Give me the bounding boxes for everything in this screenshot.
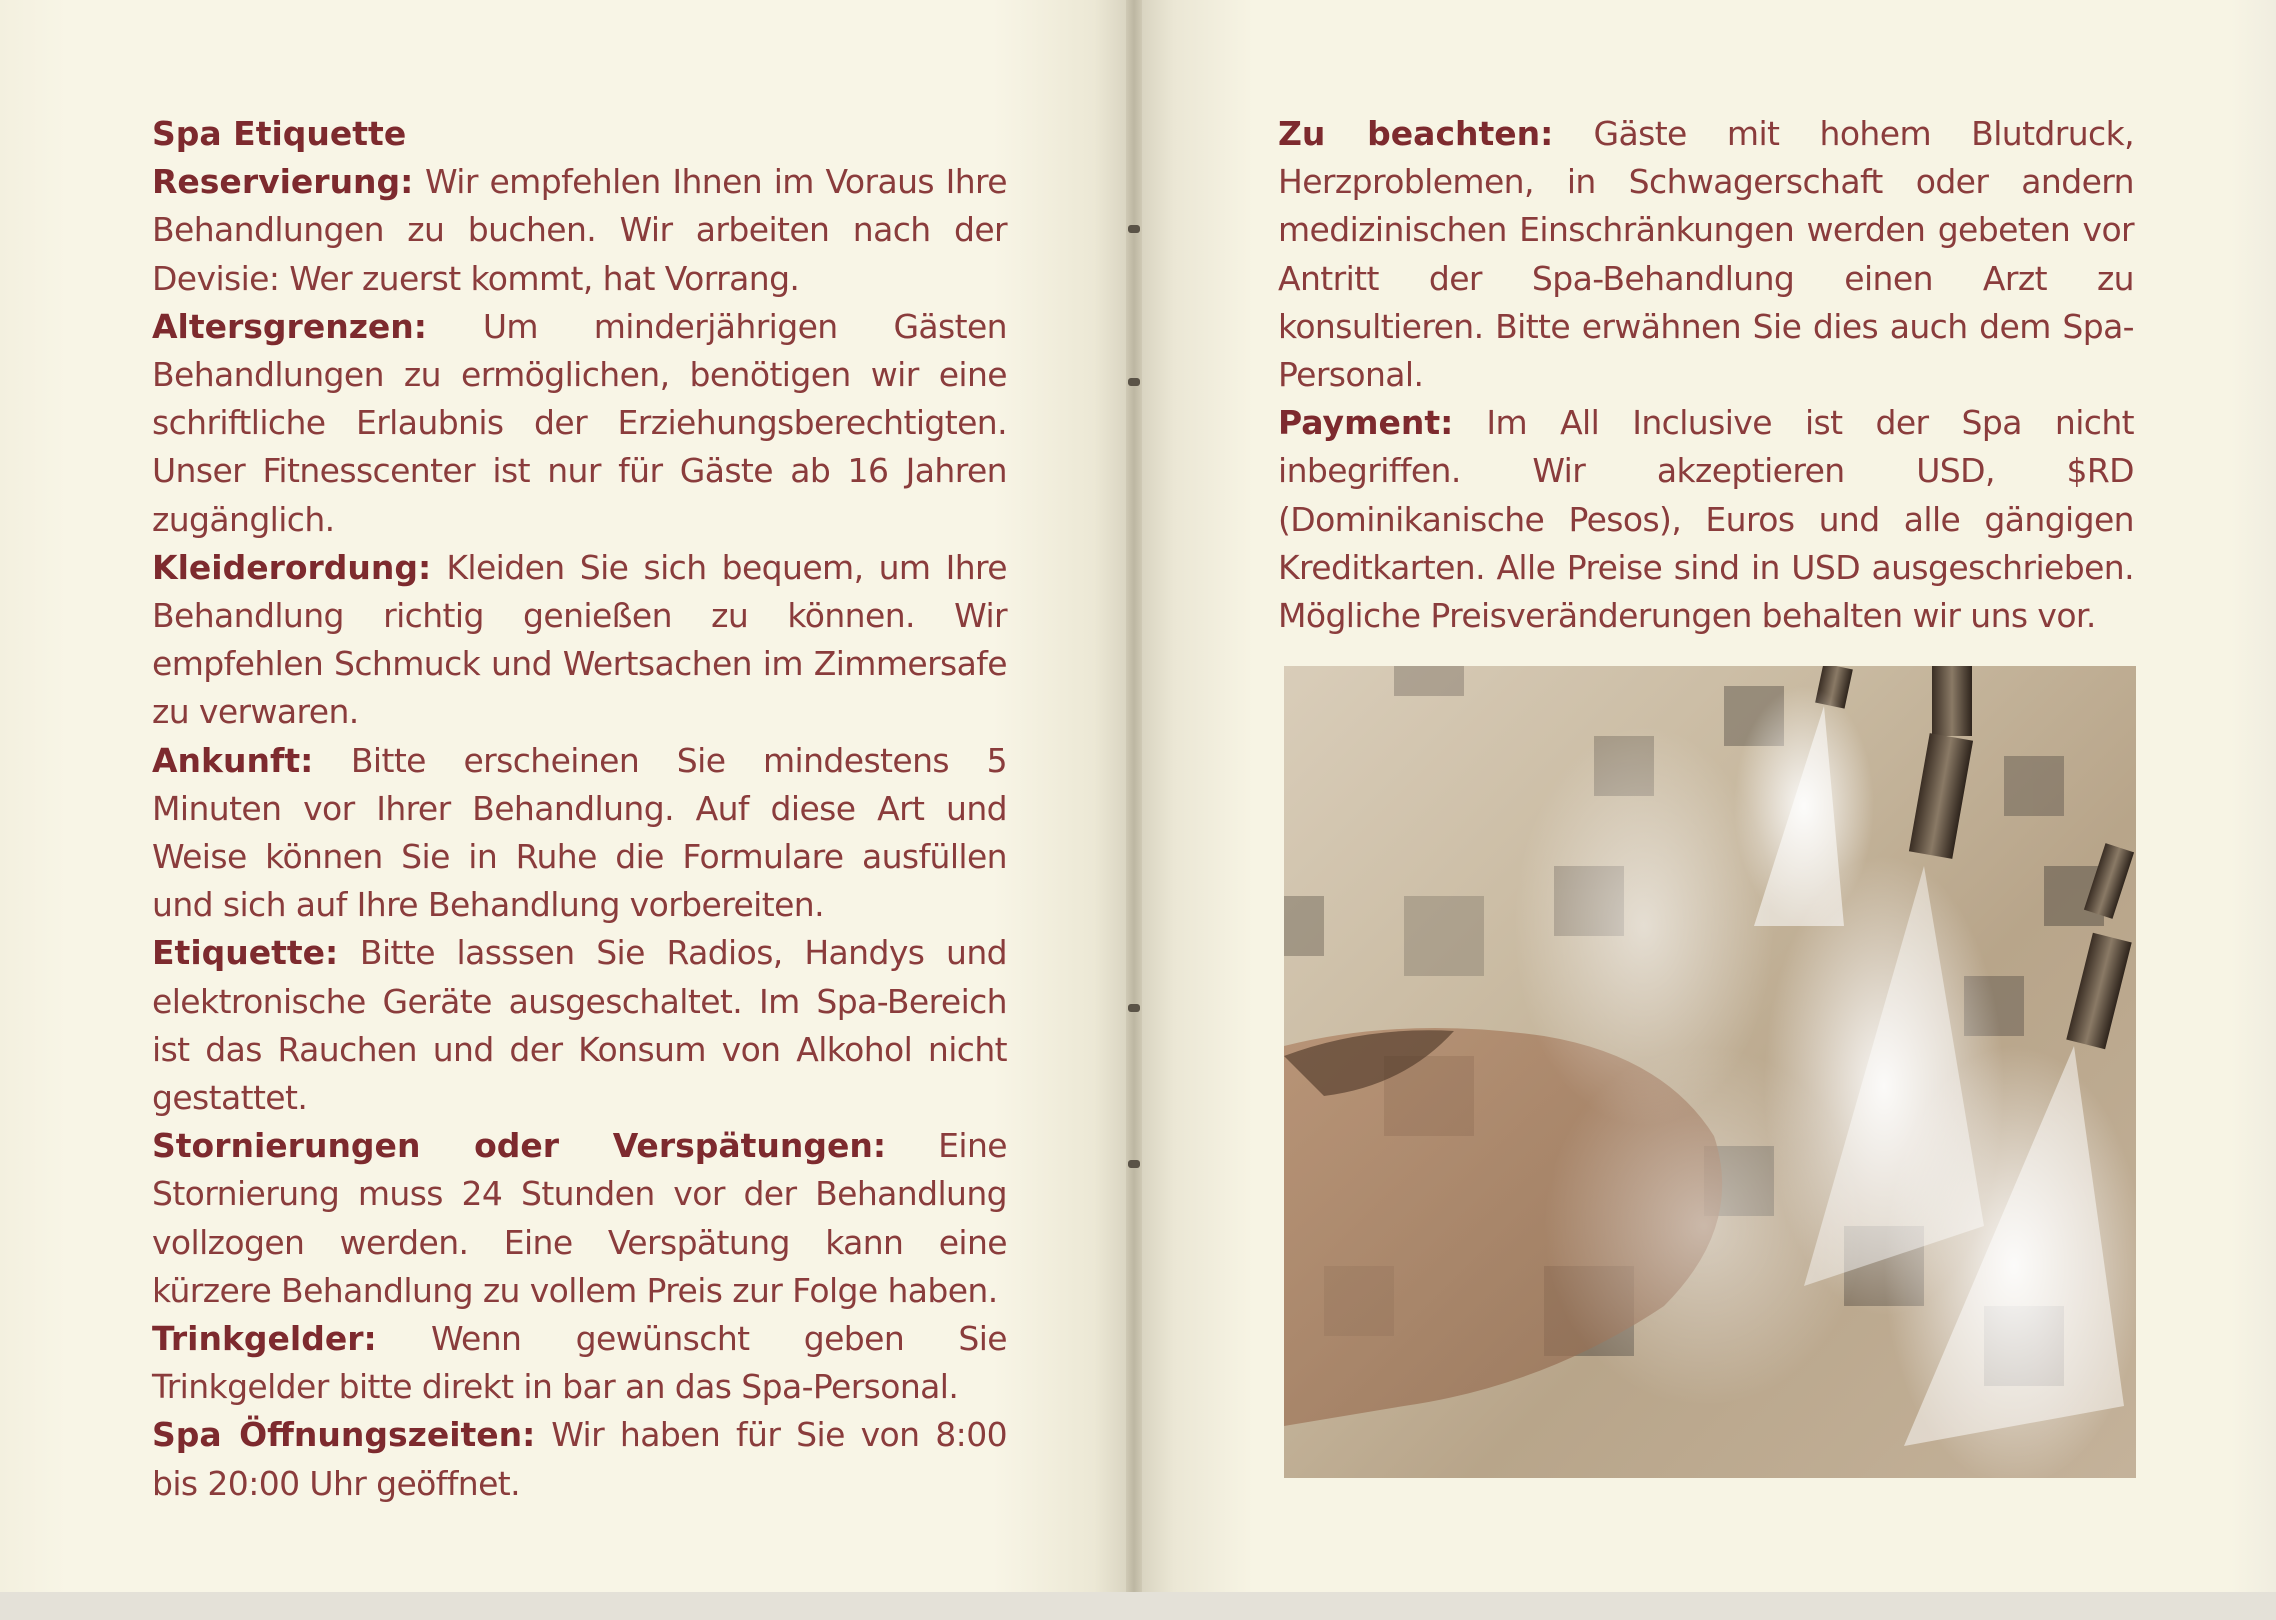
item-term: Altersgrenzen: bbox=[152, 306, 427, 346]
item-term: Stornierungen oder Verspätungen: bbox=[152, 1126, 887, 1166]
item-term: Zu beachten: bbox=[1278, 114, 1554, 153]
item-term: Spa Öffnungszeiten: bbox=[152, 1415, 536, 1455]
item-text: Um minderjährigen Gästen Behandlungen zu ermöglichen, benötigen wir eine schriftliche Erlaubnis der Erziehungsberechtigten. Unser Fitnesscenter ist nur für Gäste ab 16 Jahren zugänglich. bbox=[152, 306, 1007, 539]
item-text: Eine Stornierung muss 24 Stunden vor der Behandlung vollzogen werden. Eine Verspätung kann eine kürzere Behandlung zu vollem Preis zur Folge haben. bbox=[152, 1126, 1007, 1310]
note-item-payment bbox=[1278, 399, 2134, 640]
staple-mark bbox=[1128, 1160, 1140, 1168]
etiquette-item-altersgrenzen bbox=[152, 303, 1007, 544]
etiquette-item-stornierungen bbox=[152, 1122, 1007, 1315]
etiquette-item-kleiderordung bbox=[152, 544, 1007, 737]
etiquette-item-etiquette bbox=[152, 929, 1007, 1122]
etiquette-item-reservierung bbox=[152, 158, 1007, 303]
item-text: Wenn gewünscht geben Sie Trinkgelder bitte direkt in bar an das Spa-Personal. bbox=[152, 1319, 1007, 1407]
item-text: Bitte lasssen Sie Radios, Handys und elektronische Geräte ausgeschaltet. Im Spa-Bereich ist das Rauchen und der Konsum von Alkohol nicht gestattet. bbox=[152, 933, 1007, 1118]
etiquette-item-trinkgelder bbox=[152, 1315, 1007, 1411]
staple-mark bbox=[1128, 1004, 1140, 1012]
scan-edge bbox=[0, 1592, 2276, 1620]
spa-shower-photo bbox=[1284, 666, 2136, 1478]
item-term: Etiquette: bbox=[152, 933, 339, 973]
shower-jets-illustration bbox=[1284, 666, 2136, 1478]
item-term: Ankunft: bbox=[152, 740, 314, 780]
item-term: Trinkgelder: bbox=[152, 1319, 377, 1359]
item-text: Kleiden Sie sich bequem, um Ihre Behandlung richtig genießen zu können. Wir empfehlen Schmuck und Wertsachen im Zimmersafe zu verwaren. bbox=[152, 547, 1007, 732]
note-item-zu-beachten bbox=[1278, 110, 2134, 399]
item-text: Gäste mit hohem Blutdruck, Herzproblemen, in Schwagerschaft oder andern medizinischen Einschränkungen werden gebeten vor Antritt der Spa-Behandlung einen Arzt zu konsultieren. Bitte erwähnen Sie dies auch dem Spa-Personal. bbox=[1278, 114, 2134, 395]
item-term: Payment: bbox=[1278, 403, 1454, 443]
item-text: Bitte erscheinen Sie mindestens 5 Minuten vor Ihrer Behandlung. Auf diese Art und Weise können Sie in Ruhe die Formulare ausfüllen und sich auf Ihre Behandlung vorbereiten. bbox=[152, 740, 1007, 925]
item-text: Wir empfehlen Ihnen im Voraus Ihre Behandlungen zu buchen. Wir arbeiten nach der Devisie: Wer zuerst kommt, hat Vorrang. bbox=[152, 162, 1007, 298]
notes-section bbox=[1278, 110, 2134, 640]
spa-etiquette-section bbox=[152, 110, 1007, 1508]
staple-mark bbox=[1128, 378, 1140, 386]
item-term: Reservierung: bbox=[152, 162, 414, 202]
section-heading: Spa Etiquette bbox=[152, 114, 407, 153]
etiquette-item-oeffnungszeiten bbox=[152, 1411, 1007, 1507]
item-text: Im All Inclusive ist der Spa nicht inbegriffen. Wir akzeptieren USD, $RD (Dominikanische Pesos), Euros und alle gängigen Kreditkarten. Alle Preise sind in USD ausgeschrieben. Mögliche Preisveränderungen behalten wir uns vor. bbox=[1278, 403, 2134, 636]
staple-mark bbox=[1128, 225, 1140, 233]
etiquette-item-ankunft bbox=[152, 737, 1007, 930]
item-term: Kleiderordung: bbox=[152, 547, 432, 587]
item-text: Wir haben für Sie von 8:00 bis 20:00 Uhr geöffnet. bbox=[152, 1415, 1007, 1503]
binding-gutter bbox=[1126, 0, 1142, 1592]
